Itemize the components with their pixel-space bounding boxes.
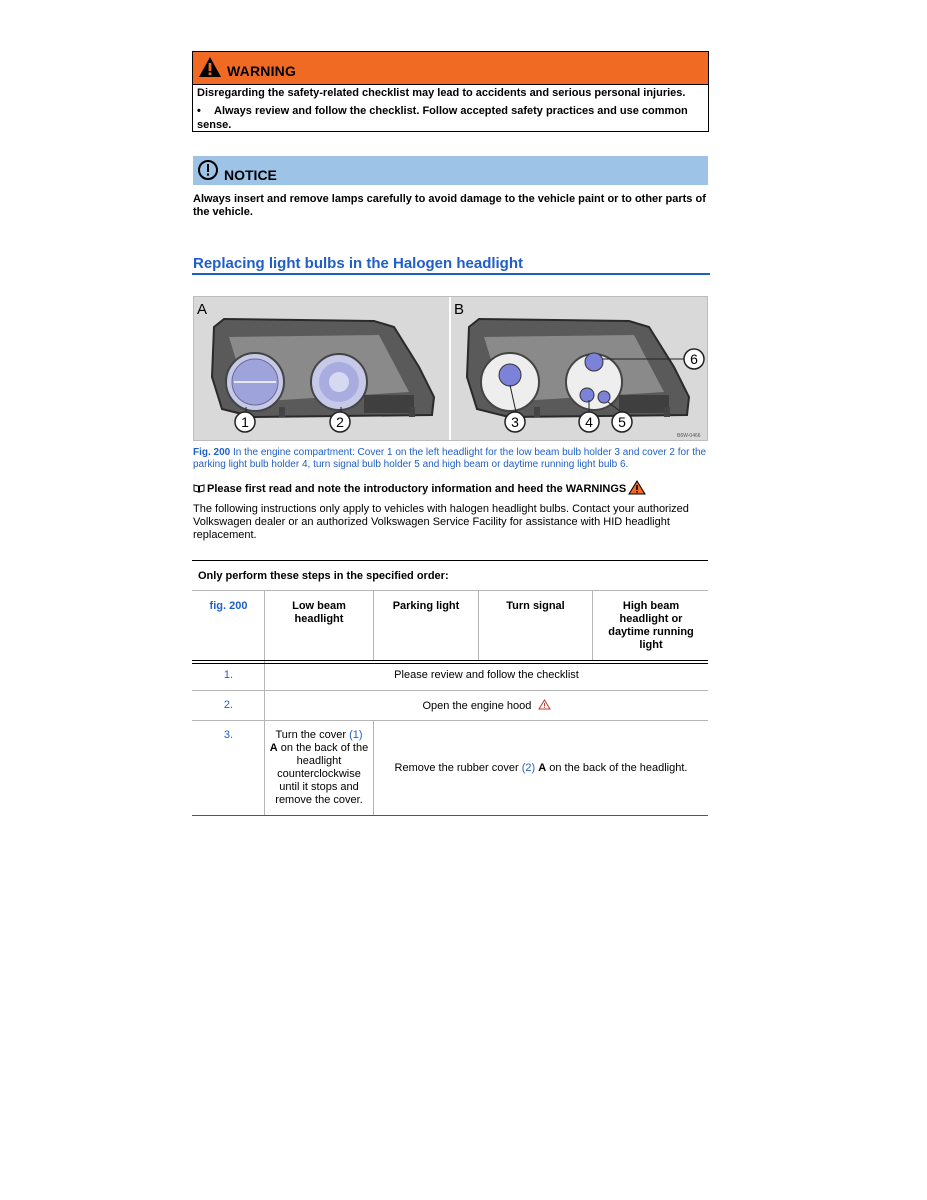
callout-5-label: 5 [618,414,626,430]
exclamation-circle-icon [197,159,219,181]
notice-text: Always insert and remove lamps carefully to avoid damage to the vehicle paint or to other parts of the vehicle. [193,193,706,218]
notice-label: NOTICE [224,167,277,183]
warning-triangle-icon[interactable] [538,699,551,710]
header-turn-signal: Turn signal [506,600,565,612]
header-rule [192,660,708,661]
step-low-beam-instruction: Turn the cover (1) A on the back of the headlight counterclockwise until it stops and remove the cover. [269,729,369,806]
warning-box [192,51,709,132]
header-rule [192,663,708,664]
notice-header [193,156,708,185]
section-title: Replacing light bulbs in the Halogen headlight [193,255,524,272]
step-other-lights-instruction: Remove the rubber cover (2) A on the back of the headlight. [394,762,688,774]
table-top-rule [192,560,708,561]
warning-bullet-text: Always review and follow the checklist. Follow accepted safety practices and use common sense. [197,105,688,131]
read-first-text: Please first read and note the introductory information and heed the WARNINGS [207,483,627,495]
header-fig-ref[interactable]: fig. 200 [209,600,248,612]
read-first-note [193,480,646,495]
warning-header [193,52,708,85]
step-text: Please review and follow the checklist [394,669,579,681]
col-divider [592,590,593,660]
intro-paragraph: The following instructions only apply to vehicles with halogen headlight bulbs. Contact your authorized Volkswagen dealer or an authorized Volkswagen Service Facility for assistance with HID headlight replacement. [193,503,689,541]
col-divider [373,590,374,660]
callout-1-label: 1 [241,414,249,430]
header-parking-light: Parking light [392,600,460,612]
figure-caption [193,447,709,471]
warning-label: WARNING [227,63,297,79]
header-high-beam: High beam headlight or daytime running light [608,600,694,651]
panel-b-label: B [454,301,465,318]
row-rule [192,690,708,691]
bullet-glyph: • [197,105,201,117]
callout-2-label: 2 [336,414,344,430]
step-number: 1. [223,669,234,681]
warning-triangle-icon[interactable] [628,480,646,495]
step-number: 2. [223,699,234,711]
header-low-beam: Low beam headlight [292,600,346,625]
figure-ref[interactable]: Fig. 200 [193,447,231,458]
step-text [265,699,708,713]
section-divider [192,273,710,275]
col-divider [478,590,479,660]
table-bottom-rule [192,815,708,816]
headlight-illustration [194,297,707,440]
warning-bullet-item [197,104,702,132]
warning-text: Disregarding the safety-related checklist may lead to accidents and serious personal injuries. [197,87,686,99]
warning-triangle-icon [198,56,222,78]
callout-3-label: 3 [511,414,519,430]
row-rule [192,720,708,721]
callout-4-label: 4 [585,414,593,430]
table-rule [192,590,708,591]
headlight-figure [193,296,708,441]
callout-6-label: 6 [690,351,698,367]
figure-code: B6W-0466 [677,433,701,439]
panel-a-label: A [197,301,208,318]
caption-text: In the engine compartment: Cover 1 on the left headlight for the low beam bulb holder 3 and cover 2 for the parking light bulb holder 4, turn signal bulb holder 5 and high beam or daytime running light bulb 6. [193,447,707,470]
ref-link[interactable]: (1) [349,729,363,741]
step-number: 3. [223,729,234,741]
step-text-label: Open the engine hood [422,700,532,712]
table-heading: Only perform these steps in the specified order: [198,570,449,582]
ref-link[interactable]: (2) [521,762,536,774]
book-icon [193,484,205,493]
